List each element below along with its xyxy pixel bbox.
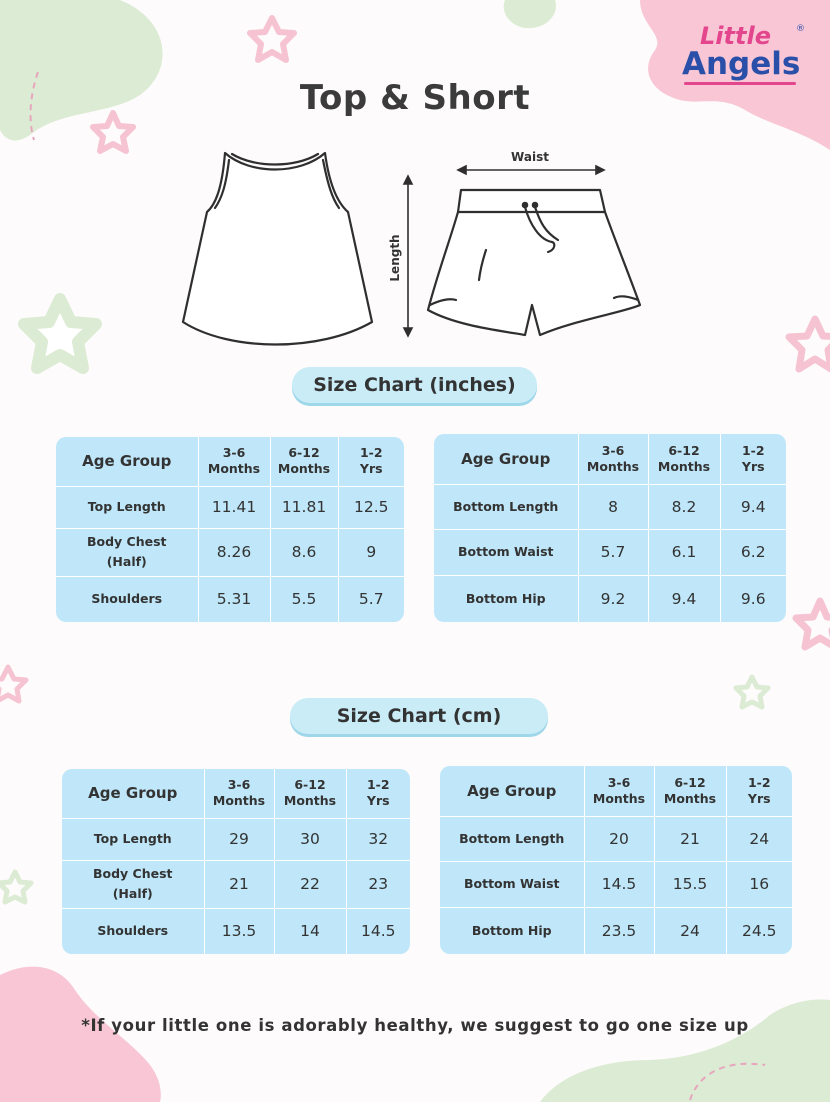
table-row <box>56 528 404 576</box>
cell-value: 21 <box>654 816 726 861</box>
header-3-6-months: 3-6 Months <box>578 434 648 484</box>
header-6-12-months: 6-12 Months <box>648 434 720 484</box>
cell-value: 22 <box>274 860 346 908</box>
row-label: Bottom Hip <box>434 575 578 622</box>
cell-value: 11.41 <box>198 486 270 528</box>
table-row <box>440 861 792 907</box>
header-3-6-months: 3-6 Months <box>198 437 270 486</box>
cell-value: 5.7 <box>578 529 648 575</box>
row-label: Body Chest (Half) <box>62 860 204 908</box>
size-table-inches-top <box>56 437 404 622</box>
row-label: Bottom Length <box>434 484 578 529</box>
table-header-row <box>434 434 786 484</box>
page-title: Top & Short <box>299 78 531 118</box>
row-label: Bottom Hip <box>440 907 584 954</box>
tank-top-illustration <box>183 153 372 345</box>
size-table-inches-bottom <box>434 434 786 622</box>
section-title-inches: Size Chart (inches) <box>292 367 537 403</box>
logo-line2: Angels <box>682 46 801 82</box>
table-row <box>62 818 410 860</box>
table-header-row <box>62 769 410 818</box>
size-table-cm-bottom <box>440 766 792 954</box>
cell-value: 11.81 <box>270 486 338 528</box>
cell-value: 8 <box>578 484 648 529</box>
cell-value: 5.7 <box>358 590 384 609</box>
row-label: Top Length <box>56 486 198 528</box>
table-row <box>440 907 792 954</box>
row-label: Bottom Waist <box>440 861 584 907</box>
cell-value: 9 <box>338 528 404 576</box>
cell-value: 8.26 <box>198 528 270 576</box>
table-header-row <box>56 437 404 486</box>
header-age-group: Age Group <box>440 766 584 816</box>
cell-value: 14.5 <box>360 922 396 941</box>
header-1-2-yrs: 1-2 Yrs <box>720 434 786 484</box>
cell-value: 9.4 <box>648 575 720 622</box>
row-label: Bottom Waist <box>434 529 578 575</box>
table-row <box>440 816 792 861</box>
garment-diagram <box>0 0 830 360</box>
cell-value: 24 <box>654 907 726 954</box>
shorts-illustration <box>428 190 640 335</box>
cell-value: 14 <box>274 908 346 954</box>
cell-value: 12.5 <box>338 486 404 528</box>
cell-value: 29 <box>204 818 274 860</box>
length-label: Length <box>388 234 402 282</box>
length-arrow-icon <box>404 176 412 336</box>
waist-label: Waist <box>511 150 549 164</box>
row-label: Shoulders <box>56 576 198 622</box>
header-age-group: Age Group <box>56 437 198 486</box>
cell-value: 5.31 <box>198 576 270 622</box>
cell-value: 6.2 <box>720 529 786 575</box>
cell-value: 32 <box>346 818 410 860</box>
cell-value: 6.1 <box>648 529 720 575</box>
logo-registered-mark: ® <box>796 24 805 34</box>
waist-arrow-icon <box>458 166 604 174</box>
table-row <box>56 486 404 528</box>
logo-line1: Little <box>700 22 771 50</box>
cell-value: 20 <box>584 816 654 861</box>
table-row <box>62 860 410 908</box>
table-row <box>434 484 786 529</box>
cell-value: 9.4 <box>720 484 786 529</box>
header-6-12-months: 6-12 Months <box>270 437 338 486</box>
cell-value: 9.6 <box>740 589 766 608</box>
cell-value: 24 <box>726 816 792 861</box>
header-1-2-yrs: 1-2 Yrs <box>346 769 410 818</box>
cell-value: 14.5 <box>584 861 654 907</box>
header-3-6-months: 3-6 Months <box>584 766 654 816</box>
header-1-2-yrs: 1-2 Yrs <box>726 766 792 816</box>
row-label: Shoulders <box>62 908 204 954</box>
table-row <box>56 576 404 622</box>
cell-value: 15.5 <box>654 861 726 907</box>
row-label: Bottom Length <box>440 816 584 861</box>
cell-value: 24.5 <box>741 921 777 940</box>
section-title-cm: Size Chart (cm) <box>290 698 548 734</box>
cell-value: 9.2 <box>578 575 648 622</box>
header-1-2-yrs: 1-2 Yrs <box>338 437 404 486</box>
header-age-group: Age Group <box>434 434 578 484</box>
header-6-12-months: 6-12 Months <box>274 769 346 818</box>
header-6-12-months: 6-12 Months <box>654 766 726 816</box>
cell-value: 5.5 <box>270 576 338 622</box>
sizing-footnote: *If your little one is adorably healthy, we suggest to go one size up <box>81 1016 749 1035</box>
cell-value: 23 <box>346 860 410 908</box>
table-row <box>62 908 410 954</box>
table-row <box>434 529 786 575</box>
size-table-cm-top <box>62 769 410 954</box>
cell-value: 23.5 <box>584 907 654 954</box>
row-label: Body Chest (Half) <box>56 528 198 576</box>
cell-value: 13.5 <box>204 908 274 954</box>
cell-value: 21 <box>204 860 274 908</box>
table-row <box>434 575 786 622</box>
cell-value: 8.6 <box>270 528 338 576</box>
header-3-6-months: 3-6 Months <box>204 769 274 818</box>
cell-value: 8.2 <box>648 484 720 529</box>
header-age-group: Age Group <box>62 769 204 818</box>
cell-value: 16 <box>726 861 792 907</box>
cell-value: 30 <box>274 818 346 860</box>
row-label: Top Length <box>62 818 204 860</box>
table-header-row <box>440 766 792 816</box>
